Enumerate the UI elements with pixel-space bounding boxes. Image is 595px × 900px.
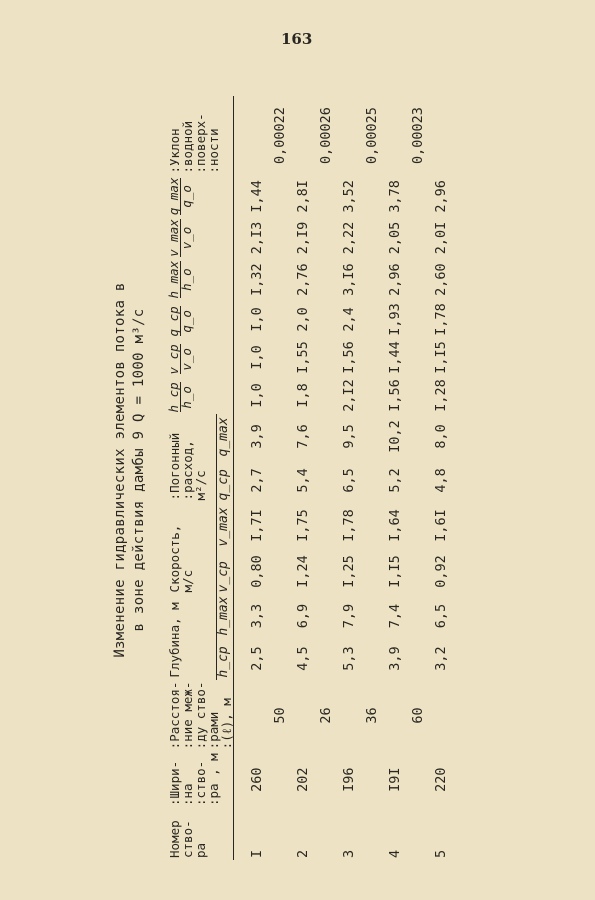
header-num-line: ство- [180,820,195,858]
ratio-denominator: v_o [179,226,194,250]
header-ratio-hcp-ho [168,376,234,414]
ratio-denominator: h_o [179,268,194,291]
cell-v-max: I,64 [387,509,403,542]
hydraulic-elements-table [168,96,464,860]
table-row [234,96,281,860]
cell-v-max: I,78 [341,509,357,542]
cell-ratio-vcp-vo: I,55 [295,341,311,374]
header-ratio-vmax-vo [168,217,234,259]
cell-width: I96 [341,767,357,792]
cell-num: 3 [341,849,357,858]
cell-q-cp: 5,4 [295,468,311,493]
ratio-numerator: v_cp [166,344,181,375]
cell-ratio-qmax-qo: 2,96 [433,180,449,213]
cell-h-max: 7,9 [341,603,357,629]
cell-h-max: 3,3 [249,603,265,629]
cell-q-max: 3,9 [249,424,265,449]
table-caption-line-1: Изменение гидравлических элементов потока в [112,282,128,658]
table-row [418,96,464,860]
cell-ratio-qmax-qo: 3,78 [387,180,403,213]
header-row [168,96,216,860]
header-flow-line: м²/с [193,470,208,501]
page-number: 163 [281,30,313,48]
cell-num: 4 [387,849,403,858]
cell-slope-value: 0,00023 [410,107,426,164]
cell-q-max: 9,5 [341,424,357,449]
header-h-max: h_max [216,594,233,637]
cell-v-cp: I,24 [295,555,311,588]
cell-distance-value: 26 [318,707,334,724]
header-dist-line: :(ℓ), м [219,698,234,750]
ratio-denominator: q_o [179,185,194,208]
ratio-denominator: h_o [179,386,194,409]
header-unit-flow [168,414,216,502]
cell-ratio-vcp-vo: I,44 [387,341,403,374]
ratio-numerator: q_max [166,177,181,216]
cell-q-cp: 5,2 [387,468,403,493]
header-slope-line: :водной [180,120,195,174]
cell-ratio-hcp-ho: I,56 [387,379,403,412]
header-ratio-qcp-qo [168,300,234,338]
cell-distance-value: 36 [364,707,380,724]
cell-ratio-vmax-vo: 2,I3 [249,221,265,255]
cell-ratio-hcp-ho: I,28 [433,379,449,412]
header-slope-line: :поверх- [193,113,208,174]
header-speed-line: Скорость, [167,524,182,593]
header-dist-line: :ду ство- [193,681,208,750]
header-station-distance [168,680,234,752]
cell-ratio-vcp-vo: I,56 [341,341,357,374]
cell-v-cp: 0,92 [433,555,449,588]
header-q-cp: q_cp [216,458,233,502]
header-station-number [168,808,234,860]
ratio-numerator: v_max [166,219,181,257]
cell-v-max: I,75 [295,509,311,542]
cell-v-cp: 0,80 [249,555,265,588]
cell-slope-value: 0,00026 [318,107,334,164]
header-speed [168,502,216,594]
cell-v-cp: I,25 [341,555,357,588]
cell-v-max: I,6I [433,509,449,542]
header-v-cp: v_cp [216,548,233,594]
cell-ratio-vcp-vo: I,0 [249,345,265,370]
cell-q-max: 8,0 [433,424,449,449]
header-dist-line: :Расстоя- [167,681,182,750]
cell-h-cp: 4,5 [295,646,311,671]
cell-width: 260 [249,767,265,792]
table-caption-line-2: в зоне действия дамбы 9 Q = 1000 м³/с [131,308,147,632]
cell-ratio-vmax-vo: 2,05 [387,221,403,255]
cell-width: 202 [295,767,311,792]
cell-distance [410,680,464,752]
header-depth: Глубина, м [168,594,216,679]
cell-slope [410,96,464,176]
cell-slope-value: 0,00022 [272,107,288,164]
cell-h-max: 6,5 [433,603,449,629]
cell-q-max: I0,2 [387,420,403,453]
header-dist-line: :рами [206,711,221,750]
cell-h-max: 6,9 [295,603,311,629]
cell-ratio-hcp-ho: 2,I2 [341,379,357,412]
cell-ratio-hmax-ho: 2,60 [433,263,449,296]
cell-h-max: 7,4 [387,603,403,629]
cell-h-cp: 5,3 [341,646,357,671]
cell-ratio-qcp-qo: 2,4 [341,307,357,332]
ratio-numerator: h_max [166,260,181,299]
header-ratio-vcp-vo [168,338,234,376]
cell-h-cp: 3,2 [433,646,449,671]
cell-h-cp: 2,5 [249,646,265,671]
cell-distance-value: 60 [410,707,426,724]
cell-ratio-hmax-ho: 3,I6 [341,263,357,296]
cell-ratio-hmax-ho: I,32 [249,263,265,296]
header-width-line: :ра , м [206,753,221,806]
header-station-width [168,751,234,808]
header-width-line: :Шири- [167,760,182,806]
header-num-line: Номер [167,820,182,858]
cell-v-cp: I,I5 [387,555,403,588]
cell-ratio-vmax-vo: 2,I9 [295,221,311,255]
header-width-line: :на [180,783,195,806]
ratio-denominator: q_o [179,310,194,333]
header-speed-line: м/с [180,569,195,593]
header-ratio-hmax-ho [168,259,234,301]
cell-num: 2 [295,849,311,858]
table-row [372,96,418,860]
header-num-line: ра [193,842,208,858]
header-v-max: v_max [216,502,233,548]
cell-q-max: 7,6 [295,424,311,449]
header-dist-line: :ние меж- [180,681,195,750]
cell-ratio-qcp-qo: I,78 [433,303,449,336]
header-ratio-qmax-qo [168,176,234,218]
header-slope-line: :Уклон [167,128,182,174]
cell-ratio-hmax-ho: 2,76 [295,263,311,296]
table-row [280,96,326,860]
table-row [326,96,372,860]
ratio-denominator: v_o [179,348,194,371]
cell-ratio-qcp-qo: 2,0 [295,307,311,332]
cell-width: I9I [387,767,403,792]
cell-slope-value: 0,00025 [364,107,380,164]
cell-ratio-vmax-vo: 2,22 [341,221,357,255]
cell-num: I [249,849,265,858]
header-slope-line: :ности [206,128,221,174]
cell-q-cp: 2,7 [249,468,265,493]
cell-num: 5 [433,849,449,858]
header-q-max: q_max [216,414,233,458]
cell-width: 220 [433,767,449,792]
header-flow-line: :Погонный [167,432,182,501]
rotated-table-block [104,70,504,860]
cell-h-cp: 3,9 [387,646,403,671]
cell-ratio-hcp-ho: I,8 [295,383,311,408]
cell-ratio-vcp-vo: I,I5 [433,341,449,374]
cell-v-max: I,7I [249,509,265,542]
header-width-line: :ство- [193,760,208,806]
cell-ratio-vmax-vo: 2,0I [433,221,449,255]
cell-ratio-qcp-qo: I,93 [387,303,403,336]
cell-ratio-qmax-qo: 3,52 [341,180,357,213]
header-flow-line: :расход, [180,440,195,501]
cell-q-cp: 6,5 [341,468,357,493]
cell-ratio-hcp-ho: I,0 [249,383,265,408]
cell-q-cp: 4,8 [433,468,449,493]
cell-distance-value: 50 [272,707,288,724]
header-h-cp: h_cp [216,638,233,680]
cell-ratio-hmax-ho: 2,96 [387,263,403,296]
header-water-surface-slope [168,96,234,176]
cell-ratio-qcp-qo: I,0 [249,307,265,332]
cell-ratio-qmax-qo: I,44 [249,180,265,213]
cell-ratio-qmax-qo: 2,8I [295,180,311,213]
ratio-numerator: q_cp [166,306,181,337]
ratio-numerator: h_cp [166,382,181,413]
